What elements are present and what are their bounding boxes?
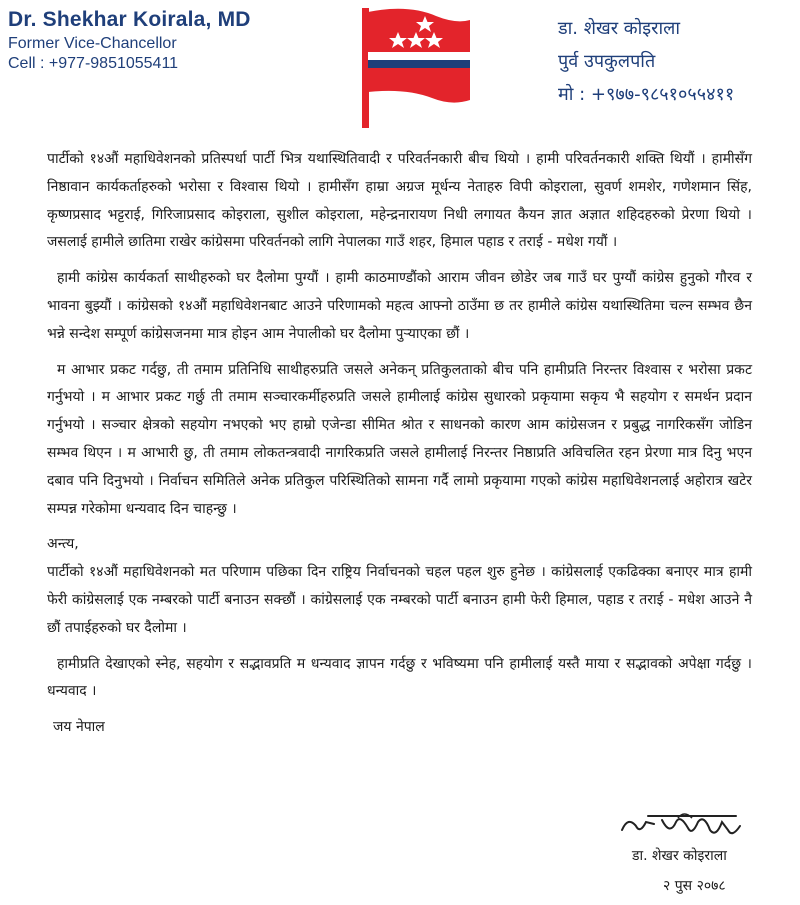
- flag-pole: [362, 8, 369, 128]
- closing-heading: अन्त्य,: [47, 536, 79, 553]
- author-title-np: पुर्व उपकुलपति: [558, 51, 656, 72]
- author-name-en: Dr. Shekhar Koirala, MD: [8, 8, 251, 31]
- author-phone-np: मो : +९७७-९८५१०५५४११: [558, 84, 735, 105]
- letter-body: [47, 146, 752, 750]
- handwritten-signature: [618, 808, 748, 844]
- letterhead-english: [8, 8, 251, 73]
- flag-stripe-white: [368, 52, 470, 60]
- nepali-congress-flag-icon: [348, 2, 478, 128]
- paragraph: पार्टीको १४औं महाधिवेशनको मत परिणाम पछिका दिन राष्ट्रिय निर्वाचनको चहल पहल शुरु हुनेछ । कांग्रेसलाई एकढिक्का बनाएर मात्र हामी फेरी कांग्रेसलाई एक नम्बरको पार्टी बनाउन सक्छौं । कांग्रेसलाई एक नम्बरको पार्टी बनाउन हामी फेरी हिमाल, पहाड र तराई - मधेश आउने नै छौं तपाईहरुको घर दैलोमा ।: [47, 564, 752, 636]
- author-title-en: Former Vice-Chancellor: [8, 35, 177, 52]
- author-phone-en: Cell : +977-9851055411: [8, 55, 179, 72]
- salutation: जय नेपाल: [53, 719, 105, 736]
- signatory-name: डा. शेखर कोइराला: [632, 848, 727, 864]
- paragraph: हामी कांग्रेस कार्यकर्ता साथीहरुको घर दैलोमा पुग्यौं । हामी काठमाण्डौंको आराम जीवन छोडेर जब गाउँ घर पुग्यौं कांग्रेस हुनुको गौरव र भावना बुझ्यौं । कांग्रेसको १४औं महाधिवेशनबाट आउने परिणामको महत्व आफ्नो ठाउँमा छ तर हामीले कांग्रेस यथास्थितिमा चल्न सम्भव छैन भन्ने सन्देश सम्पूर्ण कांग्रेसजनमा मात्र होइन आम नेपालीको घर दैलोमा पुर्‍याएका छौं ।: [47, 270, 752, 342]
- flag-stripe: [368, 60, 470, 68]
- author-name-np: डा. शेखर कोइराला: [558, 18, 680, 39]
- paragraph: म आभार प्रकट गर्दछु, ती तमाम प्रतिनिधि साथीहरुप्रति जसले अनेकन् प्रतिकुलताको बीच पनि हामीप्रति निरन्तर विश्वास र भरोसा प्रकट गर्नुभयो । म आभार प्रकट गर्छु ती तमाम सञ्चारकर्मीहरुप्रति जसले हामीलाई कांग्रेस सुधारको प्रकृयामा सकृय भै सहयोग र समर्थन प्रदान गर्नुभयो । सञ्चार क्षेत्रको सहयोग नभएको भए हाम्रो एजेन्डा सीमित श्रोत र साधनको कारण आम कांग्रेसजन र प्रबुद्ध नागरिकसँग जोडिन सम्भव थिएन । म आभारी छु, ती तमाम लोकतन्त्रवादी नागरिकप्रति जसले हामीलाई निरन्तर निष्ठाप्रति अविचलित रहन प्रेरणा मात्र दिनु भएन दबाव पनि दिनुभयो । निर्वाचन समितिले अनेक प्रतिकुल परिस्थितिको सामना गर्दै लामो प्रकृयामा गएको कांग्रेस महाधिवेशनलाई अहोरात्र खटेर सम्पन्न गरेकोमा धन्यवाद दिन चाहन्छु ।: [47, 361, 752, 517]
- letter-date: २ पुस २०७८: [663, 878, 726, 894]
- paragraph: हामीप्रति देखाएको स्नेह, सहयोग र सद्भावप्रति म धन्यवाद ज्ञापन गर्दछु र भविष्यमा पनि हामीलाई यस्तै माया र सद्भावको अपेक्षा गर्दछु । धन्यवाद ।: [47, 655, 752, 700]
- paragraph: पार्टीको १४औं महाधिवेशनको प्रतिस्पर्धा पार्टी भित्र यथास्थितिवादी र परिवर्तनकारी बीच थियो । हामी परिवर्तनकारी शक्ति थियौं । हामीसँग निष्ठावान कार्यकर्ताहरुको भरोसा र विश्वास थियो । हामीसँग हाम्रा अग्रज मूर्धन्य नेताहरु विपी कोइराला, सुवर्ण शमशेर, गणेशमान सिंह, कृष्णप्रसाद भट्टराई, गिरिजाप्रसाद कोइराला, सुशील कोइराला, महेन्द्रनारायण निधी लगायत कैयन ज्ञात अज्ञात शहिदहरुको प्रेरणा थियो । जसलाई हामीले छातिमा राखेर कांग्रेसमा परिवर्तनको लागि नेपालका गाउँ शहर, हिमाल पहाड र तराई - मधेश गयौं ।: [47, 151, 752, 251]
- letterhead-nepali: [558, 12, 734, 111]
